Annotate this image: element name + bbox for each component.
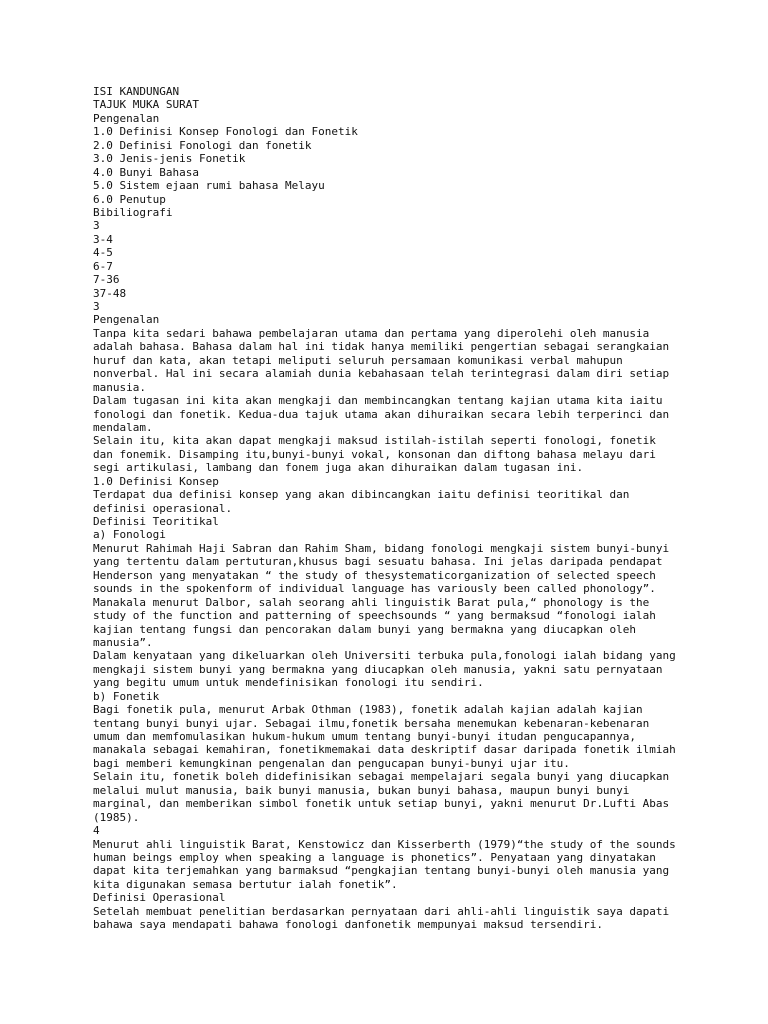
text-line: Bagi fonetik pula, menurut Arbak Othman (1983), fonetik adalah kajian adalah kajian (93, 703, 643, 717)
text-line: 2.0 Definisi Fonologi dan fonetik (93, 138, 312, 152)
text-line: b) Fonetik (93, 689, 160, 703)
text-line: Setelah membuat penelitian berdasarkan pernyataan dari ahli-ahli linguistik saya dapati (93, 904, 670, 918)
text-line: nonverbal. Hal ini secara alamiah dunia kebahasaan telah terintegrasi dalam diri setiap (93, 367, 670, 381)
text-line: 6.0 Penutup (93, 192, 166, 206)
text-line: Selain itu, fonetik boleh didefinisikan sebagai mempelajari segala bunyi yang diucapkan (93, 770, 670, 784)
text-line: manakala sebagai kemahiran, fonetikmemakai data deskriptif dasar daripada fonetik ilmiah (93, 743, 676, 757)
text-line: 7-36 (93, 273, 120, 287)
text-line: Manakala menurut Dalbor, salah seorang ahli linguistik Barat pula,“ phonology is the (93, 595, 650, 609)
text-line: manusia”. (93, 635, 153, 649)
text-line: ISI KANDUNGAN (93, 85, 180, 98)
text-line: melalui mulut manusia, baik bunyi manusia, bukan bunyi bahasa, maupun bunyi bunyi (93, 783, 630, 797)
text-line: TAJUK MUKA SURAT (93, 98, 199, 112)
text-line: Henderson yang menyatakan “ the study of thesystematicorganization of selected speech (93, 568, 656, 582)
text-line: mengkaji sistem bunyi yang bermakna yang diucapkan oleh manusia, yakni satu pernyataan (93, 662, 663, 676)
text-line: Tanpa kita sedari bahawa pembelajaran utama dan pertama yang diperolehi oleh manusia (93, 326, 650, 340)
text-line: yang begitu umum untuk mendefinisikan fonologi itu sendiri. (93, 676, 484, 690)
text-line: kita digunakan semasa bertutur ialah fonetik”. (93, 877, 398, 891)
text-line: 3-4 (93, 232, 113, 246)
text-line: 4-5 (93, 246, 113, 260)
text-line: 37-48 (93, 286, 127, 300)
text-line: adalah bahasa. Bahasa dalam hal ini tidak hanya memiliki pengertian sebagai serangkaian (93, 340, 670, 354)
text-line: dapat kita terjemahkan yang barmaksud “pengkajian tentang bunyi-bunyi oleh manusia yang (93, 864, 670, 878)
text-line: yang tertentu dalam pertuturan,khusus bagi sesuatu bahasa. Ini jelas daripada pendapat (93, 555, 663, 569)
text-line: sounds in the spokenform of individual language has variously been called phonology”. (93, 582, 656, 596)
text-line: fonologi dan fonetik. Kedua-dua tajuk utama akan dihuraikan secara lebih terperinci dan (93, 407, 670, 421)
text-line: umum dan memfomulasikan hukum-hukum umum tentang bunyi-bunyi itudan pengucapannya, (93, 730, 637, 743)
text-line: bahawa saya mendapati bahawa fonologi danfonetik mempunyai maksud tersendiri. (93, 918, 603, 932)
text-line: study of the function and patterning of speechsounds “ yang bermaksud “fonologi ialah (93, 609, 656, 623)
text-line: marginal, dan memberikan simbol fonetik untuk setiap bunyi, yakni menurut Dr.Lufti Abas (93, 797, 670, 811)
text-line: 4.0 Bunyi Bahasa (93, 165, 199, 179)
text-line: 6-7 (93, 259, 113, 273)
text-line: Bibiliografi (93, 205, 173, 219)
text-line: 3 (93, 219, 100, 233)
text-line: Menurut Rahimah Haji Sabran dan Rahim Sham, bidang fonologi mengkaji sistem bunyi-bunyi (93, 541, 670, 555)
text-line: Menurut ahli linguistik Barat, Kenstowicz dan Kisserberth (1979)“the study of the sounds (93, 837, 676, 851)
text-line: Dalam kenyataan yang dikeluarkan oleh Universiti terbuka pula,fonologi ialah bidang yang (93, 649, 676, 663)
text-line: (1985). (93, 810, 140, 824)
text-line: mendalam. (93, 420, 153, 434)
text-line: 1.0 Definisi Konsep (93, 474, 219, 488)
text-line: Definisi Operasional (93, 891, 226, 905)
text-line: manusia. (93, 380, 146, 394)
text-line: tentang bunyi bunyi ujar. Sebagai ilmu,fonetik bersaha menemukan kebenaran-kebenaran (93, 716, 650, 730)
text-line: dan fonemik. Disamping itu,bunyi-bunyi vokal, konsonan dan diftong bahasa melayu dari (93, 447, 656, 461)
text-line: Terdapat dua definisi konsep yang akan dibincangkan iaitu definisi teoritikal dan (93, 488, 630, 502)
text-line: human beings employ when speaking a language is phonetics”. Penyataan yang dinyatakan (93, 850, 656, 864)
text-line: Pengenalan (93, 111, 160, 125)
text-line: Pengenalan (93, 313, 160, 327)
text-line: a) Fonologi (93, 528, 166, 542)
text-line: 5.0 Sistem ejaan rumi bahasa Melayu (93, 179, 325, 193)
text-line: segi artikulasi, lambang dan fonem juga akan dihuraikan dalam tugasan ini. (93, 461, 584, 475)
text-line: Selain itu, kita akan dapat mengkaji maksud istilah-istilah seperti fonologi, fonetik (93, 434, 656, 448)
text-line: kajian tentang fungsi dan pencorakan dalam bunyi yang bermakna yang diucapkan oleh (93, 622, 637, 636)
text-line: Dalam tugasan ini kita akan mengkaji dan membincangkan tentang kajian utama kita iaitu (93, 394, 663, 408)
text-line: Definisi Teoritikal (93, 515, 219, 528)
text-line: 3.0 Jenis-jenis Fonetik (93, 152, 246, 166)
text-line: definisi operasional. (93, 501, 233, 515)
text-line: bagi memberi kemungkinan pengenalan dan pengucapan bunyi-bunyi ujar itu. (93, 756, 570, 770)
text-line: 3 (93, 300, 100, 313)
text-line: 1.0 Definisi Konsep Fonologi dan Fonetik (93, 125, 358, 139)
text-line: huruf dan kata, akan tetapi meliputi seluruh persamaan komunikasi verbal mahupun (93, 353, 623, 367)
text-line: 4 (93, 824, 100, 838)
document-page (93, 85, 723, 932)
